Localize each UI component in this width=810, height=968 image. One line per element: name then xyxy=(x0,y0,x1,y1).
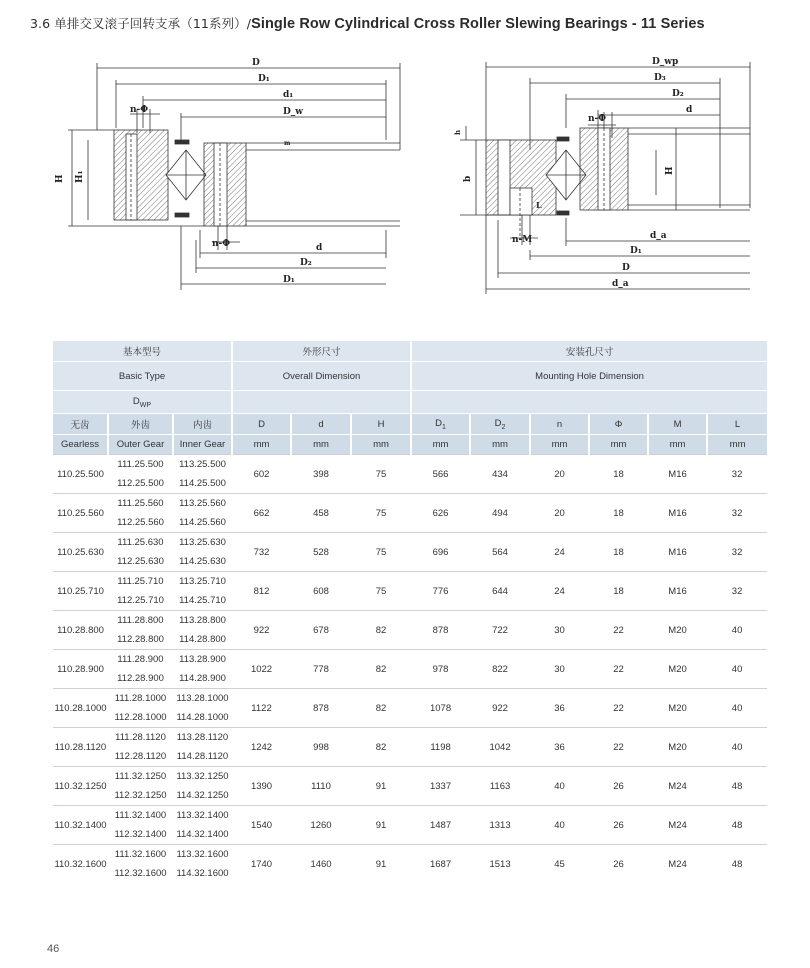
cell-D1: 1198 xyxy=(411,728,470,767)
label-Dwp: D_wp xyxy=(652,57,679,67)
cell-L: 40 xyxy=(707,689,767,728)
table-row xyxy=(53,455,767,475)
cell-phi: 22 xyxy=(589,689,648,728)
spec-table xyxy=(53,341,767,883)
cell-inner: 114.28.800 xyxy=(179,634,226,645)
table-row xyxy=(53,611,767,631)
cell-inner: 114.25.500 xyxy=(179,478,226,489)
cell-D: 922 xyxy=(232,611,291,650)
cell-D2: 644 xyxy=(470,572,530,611)
cell-H: 75 xyxy=(351,533,411,572)
cell-D2: 1513 xyxy=(470,845,530,884)
cell-inner: 113.28.1000 xyxy=(173,689,232,709)
cell-outer: 112.32.1250 xyxy=(114,790,167,801)
cell-H: 91 xyxy=(351,845,411,884)
header-gearless-en: Gearless xyxy=(53,435,108,455)
label-H1: H₁ xyxy=(75,170,85,183)
label-b: b xyxy=(463,175,473,182)
technical-drawings xyxy=(0,0,810,330)
cell-gearless: 110.32.1400 xyxy=(53,806,108,845)
cell-L: 32 xyxy=(707,533,767,572)
cell-L: 48 xyxy=(707,806,767,845)
header-overall-cn: 外形尺寸 xyxy=(232,341,411,362)
cell-d: 678 xyxy=(291,611,351,650)
label-nM: n-M xyxy=(512,235,533,245)
cell-M: M20 xyxy=(648,689,707,728)
label-L: L xyxy=(536,200,542,210)
header-inner-en: Inner Gear xyxy=(173,435,232,455)
label-nphi-right: n-Φ xyxy=(588,114,607,124)
cell-gearless: 110.25.560 xyxy=(53,494,108,533)
cell-gearless: 110.25.630 xyxy=(53,533,108,572)
header-mounting-en: Mounting Hole Dimension xyxy=(411,362,767,391)
cell-n: 36 xyxy=(530,728,589,767)
cell-L: 40 xyxy=(707,650,767,689)
cell-phi: 18 xyxy=(589,455,648,494)
cell-outer: 112.25.710 xyxy=(117,595,164,606)
label-D1: D₁ xyxy=(258,74,270,84)
cell-D: 1740 xyxy=(232,845,291,884)
cell-d: 1460 xyxy=(291,845,351,884)
cell-d: 608 xyxy=(291,572,351,611)
cell-phi: 22 xyxy=(589,728,648,767)
cell-outer: 112.25.630 xyxy=(117,556,164,567)
cell-D1: 566 xyxy=(411,455,470,494)
table-row xyxy=(53,650,767,670)
cell-M: M16 xyxy=(648,455,707,494)
cell-inner: 114.32.1400 xyxy=(176,829,229,840)
header-col-phi: Φ xyxy=(589,414,648,435)
cell-outer: 111.28.1120 xyxy=(108,728,173,748)
cell-M: M24 xyxy=(648,845,707,884)
cell-D1: 626 xyxy=(411,494,470,533)
cell-inner: 113.28.800 xyxy=(173,611,232,631)
cell-gearless: 110.28.900 xyxy=(53,650,108,689)
cell-d: 1110 xyxy=(291,767,351,806)
label-D3: D₃ xyxy=(654,73,666,83)
table-row xyxy=(53,728,767,748)
drawing-left xyxy=(68,63,400,290)
cell-D1: 696 xyxy=(411,533,470,572)
unit-n: mm xyxy=(530,435,589,455)
cell-D1: 878 xyxy=(411,611,470,650)
table-row xyxy=(53,806,767,826)
unit-D2: mm xyxy=(470,435,530,455)
table-row xyxy=(53,533,767,553)
header-dwp: $D_{WP}$ xyxy=(53,391,232,414)
drawing-right xyxy=(460,62,750,294)
cell-phi: 26 xyxy=(589,845,648,884)
cell-n: 45 xyxy=(530,845,589,884)
cell-phi: 18 xyxy=(589,494,648,533)
cell-gearless: 110.32.1600 xyxy=(53,845,108,884)
cell-outer: 112.25.560 xyxy=(117,517,164,528)
cell-H: 91 xyxy=(351,806,411,845)
cell-inner: 114.32.1600 xyxy=(176,868,229,879)
label-H: H xyxy=(55,174,65,183)
label-d-a: d_a xyxy=(612,279,629,289)
cell-outer: 112.28.900 xyxy=(117,673,164,684)
cell-outer: 112.28.800 xyxy=(117,634,164,645)
cell-phi: 22 xyxy=(589,650,648,689)
cell-n: 40 xyxy=(530,806,589,845)
cell-L: 40 xyxy=(707,611,767,650)
cell-D1: 978 xyxy=(411,650,470,689)
page-title-en: Single Row Cylindrical Cross Roller Slewing Bearings - 11 Series xyxy=(251,16,705,32)
cell-D1: 1687 xyxy=(411,845,470,884)
cell-outer: 111.25.710 xyxy=(108,572,173,592)
label-Dw: D_w xyxy=(283,107,304,117)
cell-inner: 114.28.1000 xyxy=(176,712,229,723)
cell-H: 82 xyxy=(351,728,411,767)
page-number: 46 xyxy=(47,943,60,955)
cell-outer: 111.32.1400 xyxy=(108,806,173,826)
unit-d: mm xyxy=(291,435,351,455)
cell-D2: 722 xyxy=(470,611,530,650)
cell-outer: 111.28.800 xyxy=(108,611,173,631)
unit-M: mm xyxy=(648,435,707,455)
table-row xyxy=(53,767,767,787)
header-basic-type-cn: 基本型号 xyxy=(53,341,232,362)
header-col-D: D xyxy=(232,414,291,435)
label-da: d_a xyxy=(650,231,667,241)
page-title-cn: 3.6 单排交叉滚子回转支承（11系列）/ xyxy=(30,16,252,31)
label-d: d xyxy=(316,243,323,253)
cell-inner: 113.32.1250 xyxy=(173,767,232,787)
cell-H: 75 xyxy=(351,572,411,611)
cell-n: 30 xyxy=(530,650,589,689)
cell-outer: 111.25.500 xyxy=(108,455,173,475)
cell-gearless: 110.32.1250 xyxy=(53,767,108,806)
cell-M: M16 xyxy=(648,494,707,533)
cell-phi: 18 xyxy=(589,533,648,572)
header-col-d: d xyxy=(291,414,351,435)
cell-D: 1242 xyxy=(232,728,291,767)
cell-H: 82 xyxy=(351,650,411,689)
cell-D2: 494 xyxy=(470,494,530,533)
cell-outer: 111.25.560 xyxy=(108,494,173,514)
cell-outer: 111.28.1000 xyxy=(108,689,173,709)
cell-gearless: 110.28.1000 xyxy=(53,689,108,728)
cell-H: 75 xyxy=(351,455,411,494)
cell-D1: 1078 xyxy=(411,689,470,728)
cell-D: 1122 xyxy=(232,689,291,728)
unit-D1: mm xyxy=(411,435,470,455)
cell-inner: 114.32.1250 xyxy=(176,790,229,801)
cell-D: 602 xyxy=(232,455,291,494)
cell-D1: 776 xyxy=(411,572,470,611)
header-overall-en: Overall Dimension xyxy=(232,362,411,391)
label-m: m xyxy=(284,140,291,147)
spec-table-body xyxy=(53,455,767,884)
label-nphi-bottom: n-Φ xyxy=(212,239,231,249)
cell-inner: 113.25.630 xyxy=(173,533,232,553)
unit-L: mm xyxy=(707,435,767,455)
unit-H: mm xyxy=(351,435,411,455)
cell-M: M20 xyxy=(648,728,707,767)
cell-L: 32 xyxy=(707,455,767,494)
cell-outer: 112.28.1120 xyxy=(114,751,167,762)
header-outer-cn: 外齿 xyxy=(108,414,173,435)
cell-M: M16 xyxy=(648,533,707,572)
cell-inner: 114.28.900 xyxy=(179,673,226,684)
cell-n: 24 xyxy=(530,572,589,611)
cell-inner: 114.25.560 xyxy=(179,517,226,528)
label-D2: D₂ xyxy=(300,258,312,268)
label-D-right: D xyxy=(622,263,630,273)
header-basic-type-en: Basic Type xyxy=(53,362,232,391)
cell-D1: 1487 xyxy=(411,806,470,845)
cell-outer: 112.32.1400 xyxy=(114,829,167,840)
cell-M: M20 xyxy=(648,611,707,650)
cell-D: 662 xyxy=(232,494,291,533)
cell-D: 1390 xyxy=(232,767,291,806)
cell-d: 998 xyxy=(291,728,351,767)
cell-M: M24 xyxy=(648,806,707,845)
cell-inner: 113.25.500 xyxy=(173,455,232,475)
unit-phi: mm xyxy=(589,435,648,455)
cell-phi: 26 xyxy=(589,767,648,806)
cell-inner: 114.28.1120 xyxy=(176,751,229,762)
cell-inner: 114.25.630 xyxy=(179,556,226,567)
header-col-D1: $D_1$ xyxy=(411,414,470,435)
cell-gearless: 110.25.500 xyxy=(53,455,108,494)
label-D2-right: D₂ xyxy=(672,89,684,99)
cell-M: M16 xyxy=(648,572,707,611)
header-col-H: H xyxy=(351,414,411,435)
cell-d: 778 xyxy=(291,650,351,689)
cell-outer: 111.32.1600 xyxy=(108,845,173,865)
cell-n: 30 xyxy=(530,611,589,650)
header-col-D2: $D_2$ xyxy=(470,414,530,435)
cell-d: 878 xyxy=(291,689,351,728)
table-row xyxy=(53,845,767,865)
cell-inner: 113.28.1120 xyxy=(173,728,232,748)
cell-n: 24 xyxy=(530,533,589,572)
cell-d: 1260 xyxy=(291,806,351,845)
cell-phi: 18 xyxy=(589,572,648,611)
header-gearless-cn: 无齿 xyxy=(53,414,108,435)
cell-phi: 26 xyxy=(589,806,648,845)
cell-H: 75 xyxy=(351,494,411,533)
cell-D2: 1313 xyxy=(470,806,530,845)
cell-D: 1540 xyxy=(232,806,291,845)
cell-outer: 112.25.500 xyxy=(117,478,164,489)
cell-d: 398 xyxy=(291,455,351,494)
cell-n: 40 xyxy=(530,767,589,806)
cell-inner: 113.28.900 xyxy=(173,650,232,670)
cell-D: 732 xyxy=(232,533,291,572)
header-mounting-cn: 安装孔尺寸 xyxy=(411,341,767,362)
label-nphi-top: n-Φ xyxy=(130,105,149,115)
cell-inner: 114.25.710 xyxy=(179,595,226,606)
cell-M: M24 xyxy=(648,767,707,806)
cell-d: 528 xyxy=(291,533,351,572)
cell-H: 82 xyxy=(351,689,411,728)
cell-inner: 113.25.560 xyxy=(173,494,232,514)
cell-D2: 822 xyxy=(470,650,530,689)
cell-outer: 111.28.900 xyxy=(108,650,173,670)
label-H-right: H xyxy=(665,166,675,175)
cell-outer: 112.28.1000 xyxy=(114,712,167,723)
cell-gearless: 110.28.800 xyxy=(53,611,108,650)
cell-D2: 1163 xyxy=(470,767,530,806)
cell-D: 1022 xyxy=(232,650,291,689)
unit-D: mm xyxy=(232,435,291,455)
header-col-M: M xyxy=(648,414,707,435)
cell-outer: 111.25.630 xyxy=(108,533,173,553)
header-inner-cn: 内齿 xyxy=(173,414,232,435)
cell-n: 20 xyxy=(530,455,589,494)
cell-gearless: 110.28.1120 xyxy=(53,728,108,767)
cell-phi: 22 xyxy=(589,611,648,650)
cell-D2: 1042 xyxy=(470,728,530,767)
cell-L: 48 xyxy=(707,845,767,884)
label-D1-bottom: D₁ xyxy=(283,275,295,285)
label-d1: d₁ xyxy=(283,90,294,100)
table-row xyxy=(53,494,767,514)
cell-outer: 112.32.1600 xyxy=(114,868,167,879)
cell-L: 40 xyxy=(707,728,767,767)
cell-L: 32 xyxy=(707,572,767,611)
table-row xyxy=(53,689,767,709)
cell-gearless: 110.25.710 xyxy=(53,572,108,611)
cell-L: 48 xyxy=(707,767,767,806)
cell-n: 20 xyxy=(530,494,589,533)
header-outer-en: Outer Gear xyxy=(108,435,173,455)
label-h: h xyxy=(453,129,462,135)
cell-H: 91 xyxy=(351,767,411,806)
cell-inner: 113.32.1400 xyxy=(173,806,232,826)
cell-inner: 113.25.710 xyxy=(173,572,232,592)
cell-D1: 1337 xyxy=(411,767,470,806)
cell-H: 82 xyxy=(351,611,411,650)
cell-n: 36 xyxy=(530,689,589,728)
label-D1-right: D₁ xyxy=(630,246,642,256)
table-row xyxy=(53,572,767,592)
cell-D2: 434 xyxy=(470,455,530,494)
cell-d: 458 xyxy=(291,494,351,533)
cell-M: M20 xyxy=(648,650,707,689)
header-col-n: n xyxy=(530,414,589,435)
cell-D2: 922 xyxy=(470,689,530,728)
header-col-L: L xyxy=(707,414,767,435)
cell-inner: 113.32.1600 xyxy=(173,845,232,865)
cell-L: 32 xyxy=(707,494,767,533)
label-d-right: d xyxy=(686,105,693,115)
label-D: D xyxy=(252,58,260,68)
cell-D2: 564 xyxy=(470,533,530,572)
cell-outer: 111.32.1250 xyxy=(108,767,173,787)
cell-D: 812 xyxy=(232,572,291,611)
